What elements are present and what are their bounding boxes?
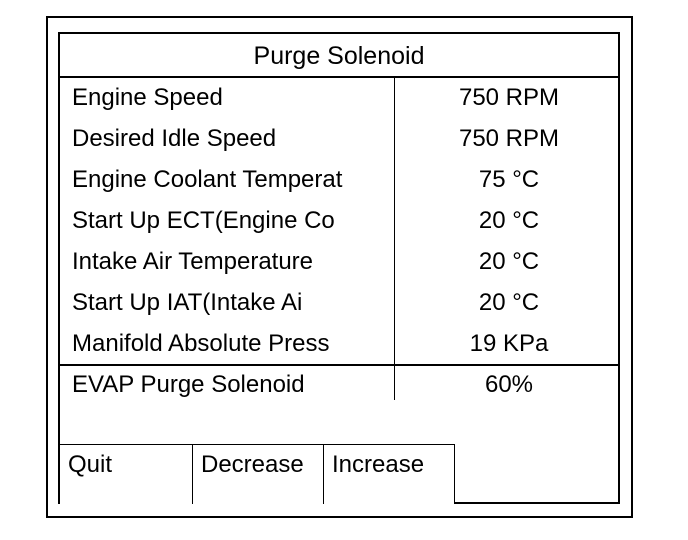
- control-name: EVAP Purge Solenoid: [72, 371, 305, 398]
- list-item: [60, 119, 618, 160]
- decrease-button-label: Decrease: [201, 451, 304, 478]
- list-item: [60, 160, 618, 201]
- column-divider: [394, 78, 395, 400]
- parameter-name: Start Up IAT(Intake Ai: [72, 289, 303, 316]
- parameter-name: Intake Air Temperature: [72, 248, 314, 275]
- parameter-name: Engine Speed: [72, 84, 223, 111]
- quit-button-label: Quit: [68, 451, 113, 478]
- control-value: 60%: [484, 371, 534, 398]
- list-item: [60, 283, 618, 324]
- parameter-value: 20 °C: [478, 248, 540, 275]
- list-item: [60, 242, 618, 283]
- parameter-name: Desired Idle Speed: [72, 125, 277, 152]
- list-item: [60, 78, 618, 119]
- parameter-value: 19 KPa: [469, 330, 549, 357]
- quit-button[interactable]: [60, 444, 193, 504]
- parameter-value: 750 RPM: [458, 84, 560, 111]
- parameter-name: Manifold Absolute Press: [72, 330, 330, 357]
- parameter-value: 20 °C: [478, 207, 540, 234]
- scan-tool-panel: [58, 32, 620, 504]
- increase-button-label: Increase: [332, 451, 425, 478]
- section-divider: [60, 364, 618, 366]
- parameter-name: Start Up ECT(Engine Co: [72, 207, 335, 234]
- list-item: [60, 201, 618, 242]
- parameter-value: 75 °C: [478, 166, 540, 193]
- list-item: [60, 324, 618, 365]
- page-title: Purge Solenoid: [60, 34, 618, 78]
- increase-button[interactable]: [324, 444, 455, 504]
- parameter-value: 20 °C: [478, 289, 540, 316]
- parameter-name: Engine Coolant Temperat: [72, 166, 343, 193]
- decrease-button[interactable]: [193, 444, 324, 504]
- control-row: [60, 365, 618, 406]
- parameter-value: 750 RPM: [458, 125, 560, 152]
